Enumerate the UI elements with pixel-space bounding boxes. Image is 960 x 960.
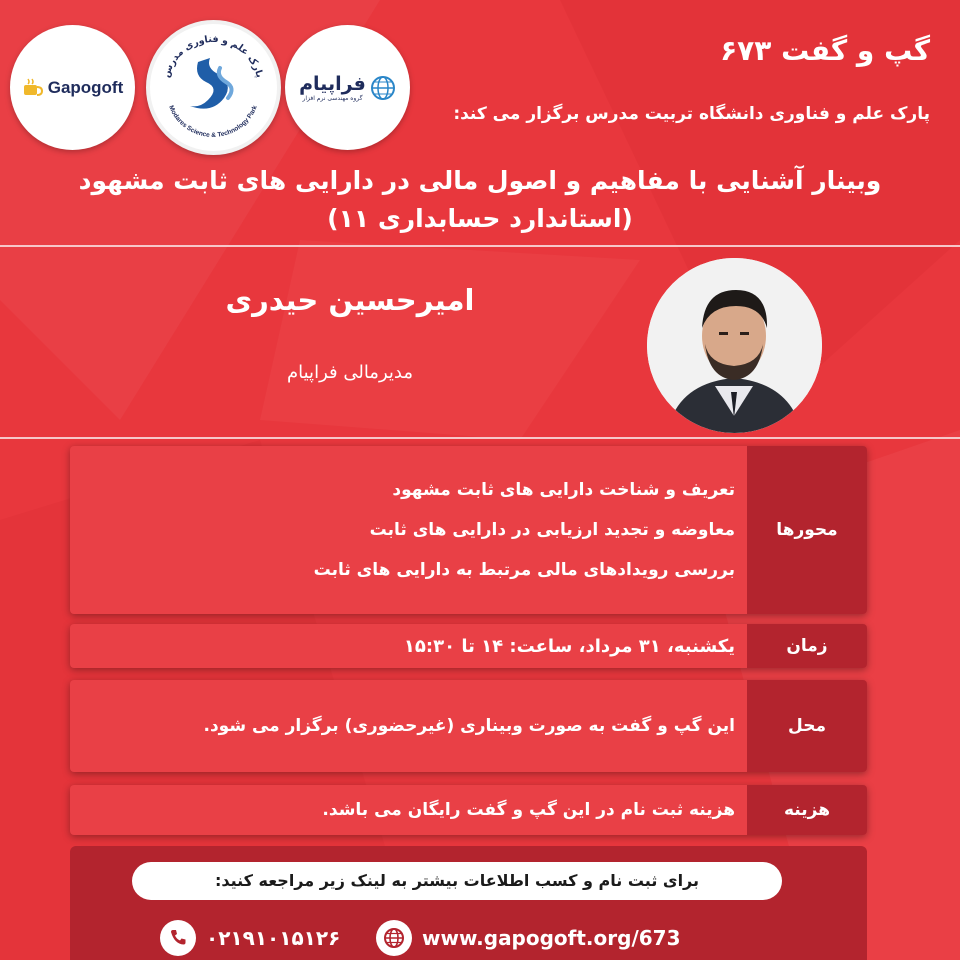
place-row xyxy=(70,680,867,772)
speaker-name: امیرحسین حیدری xyxy=(225,283,475,317)
svg-text:Modares Science & Technology P xyxy=(167,104,259,139)
register-instruction: برای ثبت نام و کسب اطلاعات بیشتر به لینک زیر مراجعه کنید: xyxy=(132,862,782,900)
modares-fa-text: پارک علم و فناوری مدرس xyxy=(160,33,265,79)
cost-row xyxy=(70,785,867,835)
divider-top xyxy=(0,245,960,247)
topic-item-3: بررسی رویدادهای مالی مرتبط به دارایی های ثابت xyxy=(313,560,735,580)
gapogoft-wordmark: Gapogoft xyxy=(47,77,124,97)
modares-en-text: Modares Science & Technology Park xyxy=(167,104,259,140)
topics-row xyxy=(70,446,867,614)
webinar-title-line2: (استاندارد حسابداری ۱۱) xyxy=(327,204,633,233)
cup-icon xyxy=(22,77,44,99)
webinar-title xyxy=(40,162,920,238)
topics-label: محورها xyxy=(747,446,867,614)
phone-number: ۰۲۱۹۱۰۱۵۱۲۶ xyxy=(206,926,341,950)
farapayam-subtitle: گروه مهندسی نرم افزار xyxy=(302,95,363,102)
farapayam-wordmark: فراپیام xyxy=(299,73,366,95)
phone-contact[interactable] xyxy=(160,918,340,958)
time-label: زمان xyxy=(747,624,867,668)
topic-item-2: معاوضه و تجدید ارزیابی در دارایی های ثابت xyxy=(369,520,735,540)
phone-icon xyxy=(160,920,196,956)
organizer-text: پارک علم و فناوری دانشگاه تربیت مدرس برگزار می کند: xyxy=(453,104,930,124)
place-label: محل xyxy=(747,680,867,772)
modares-park-logo xyxy=(146,20,281,155)
speaker-photo xyxy=(647,258,822,433)
speaker-role: مدیرمالی فراپیام xyxy=(287,362,413,383)
series-title: گپ و گفت ۶۷۳ xyxy=(720,34,930,67)
gapogoft-logo xyxy=(10,25,135,150)
time-row xyxy=(70,624,867,668)
time-value: یکشنبه، ۳۱ مرداد، ساعت: ۱۴ تا ۱۵:۳۰ xyxy=(403,635,735,657)
farapayam-logo xyxy=(285,25,410,150)
webinar-title-line1: وبینار آشنایی با مفاهیم و اصول مالی در دارایی های ثابت مشهود xyxy=(78,166,882,195)
topic-item-1: تعریف و شناخت دارایی های ثابت مشهود xyxy=(392,480,735,500)
place-value: این گپ و گفت به صورت وبیناری (غیرحضوری) برگزار می شود. xyxy=(203,716,735,736)
globe-icon xyxy=(376,920,412,956)
cost-label: هزینه xyxy=(747,785,867,835)
topics-list xyxy=(84,446,735,614)
cost-value: هزینه ثبت نام در این گپ و گفت رایگان می باشد. xyxy=(322,800,735,820)
website-url: www.gapogoft.org/673 xyxy=(422,926,681,950)
globe-logo-icon xyxy=(370,75,396,101)
divider-bottom xyxy=(0,437,960,439)
website-link[interactable] xyxy=(376,918,681,958)
